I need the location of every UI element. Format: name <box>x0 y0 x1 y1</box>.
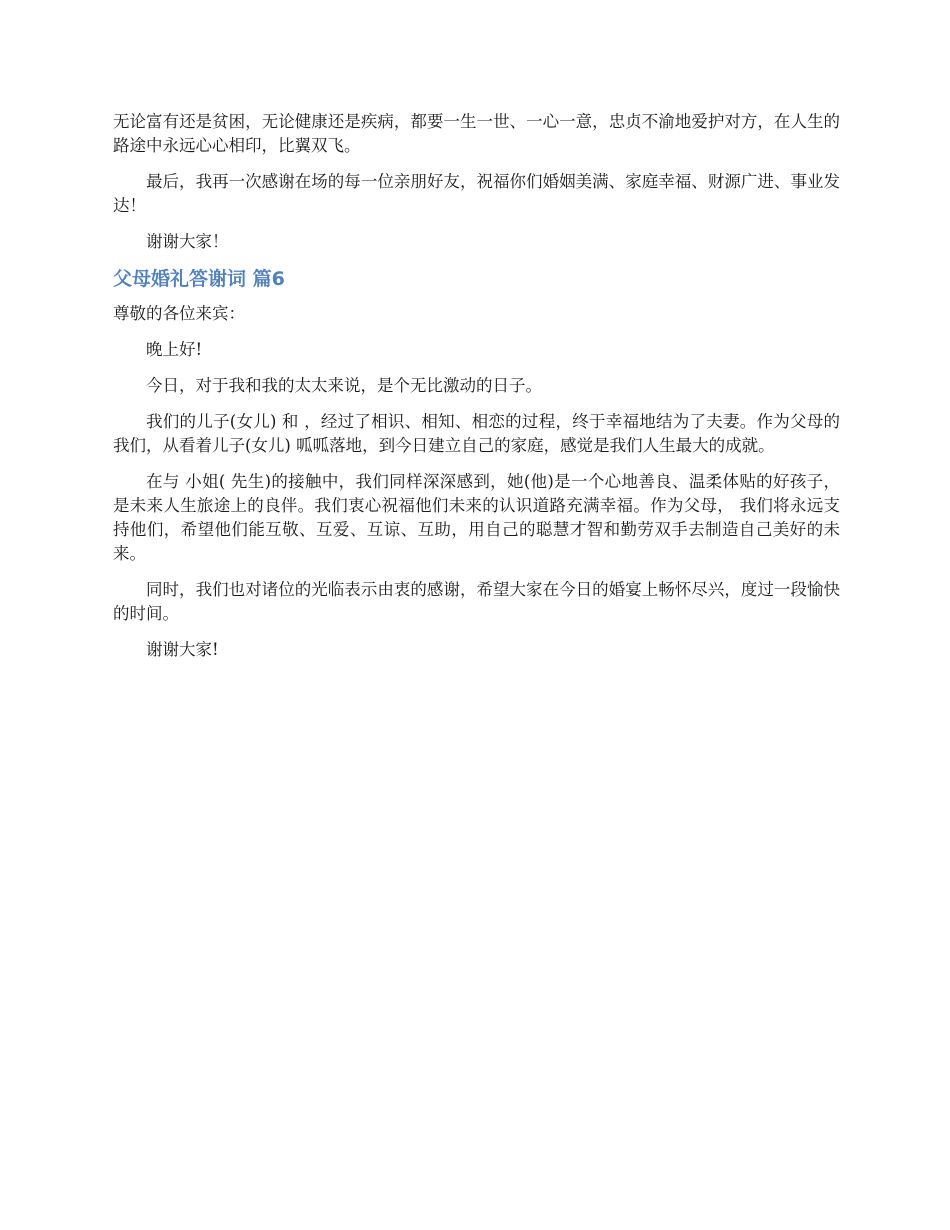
body-paragraph-4: 在与 小姐( 先生)的接触中，我们同样深深感到，她(他)是一个心地善良、温柔体贴的好孩子，是未来人生旅途上的良伴。我们衷心祝福他们未来的认识道路充满幸福。作为父母， 我们将永远支持他们，希望他们能互敬、互爱、互谅、互助，用自己的聪慧才智和勤劳双手去制造自己美好的未来。 <box>113 472 840 563</box>
body-paragraph-3: 我们的儿子(女儿) 和 ，经过了相识、相知、相恋的过程，终于幸福地结为了夫妻。作为父母的我们，从看着儿子(女儿) 呱呱落地，到今日建立自己的家庭，感觉是我们人生最大的成就。 <box>113 412 840 455</box>
intro-paragraph-1: 无论富有还是贫困，无论健康还是疾病，都要一生一世、一心一意，忠贞不渝地爱护对方，在人生的路途中永远心心相印，比翼双飞。 <box>113 112 840 155</box>
section-heading: 父母婚礼答谢词 篇6 <box>113 268 285 290</box>
intro-paragraph-2: 最后，我再一次感谢在场的每一位亲朋好友，祝福你们婚姻美满、家庭幸福、财源广进、事业发达！ <box>113 172 840 215</box>
intro-paragraph-3: 谢谢大家！ <box>146 232 229 251</box>
body-paragraph-5: 同时，我们也对诸位的光临表示由衷的感谢，希望大家在今日的婚宴上畅怀尽兴，度过一段愉快的时间。 <box>113 580 840 623</box>
body-paragraph-2: 今日，对于我和我的太太来说，是个无比激动的日子。 <box>146 376 542 395</box>
document-page <box>113 110 840 674</box>
salutation: 尊敬的各位来宾： <box>113 304 245 323</box>
body-paragraph-6: 谢谢大家! <box>146 640 219 659</box>
body-paragraph-1: 晚上好! <box>146 340 203 359</box>
